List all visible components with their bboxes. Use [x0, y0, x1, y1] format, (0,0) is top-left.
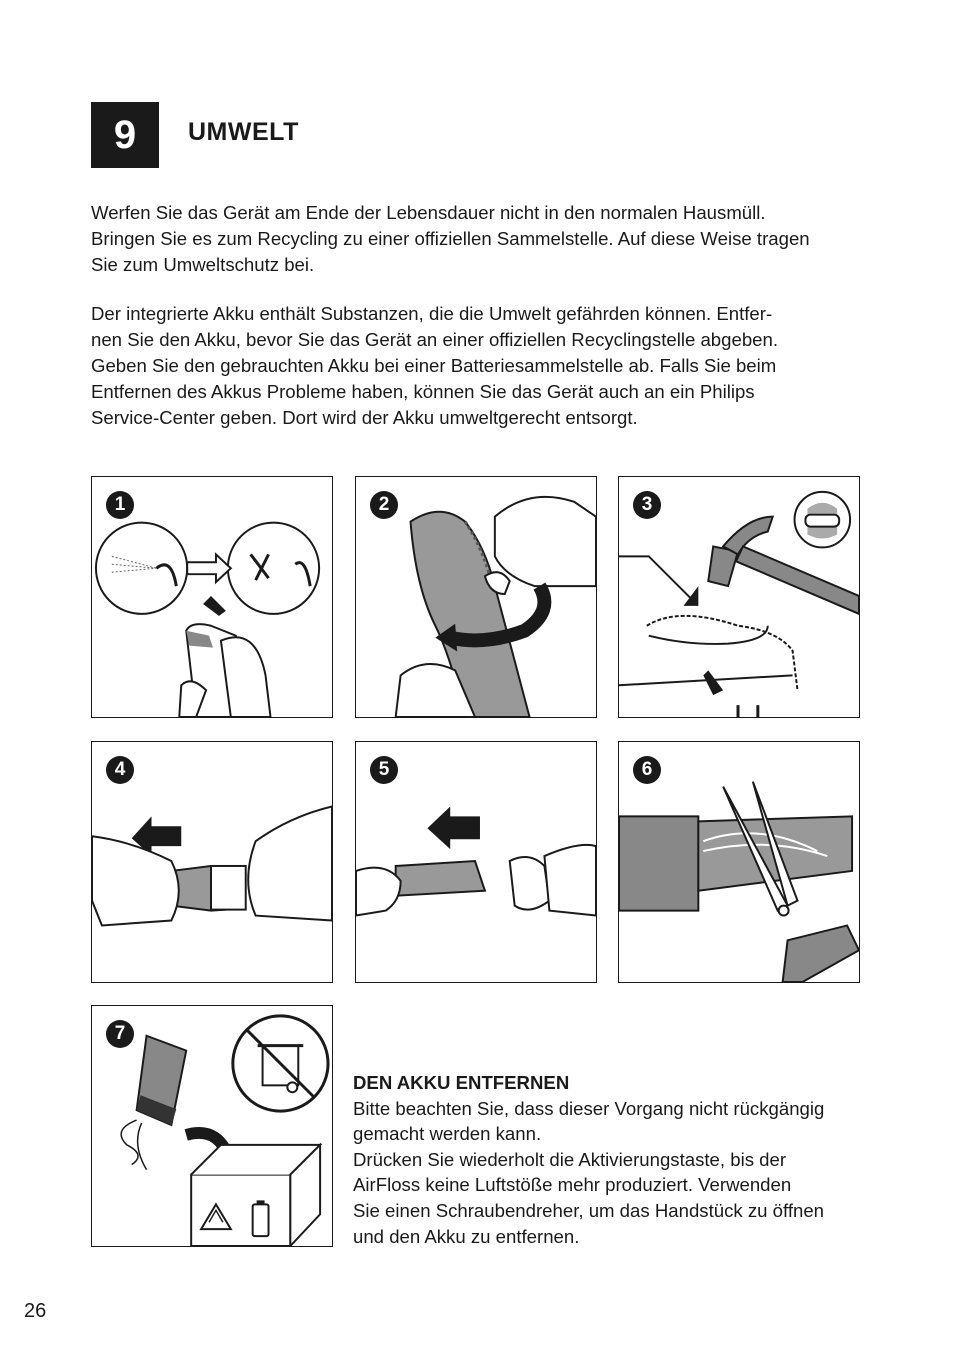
step-7-illustration — [91, 1005, 333, 1247]
text-line: Bitte beachten Sie, dass dieser Vorgang nicht rückgängig — [353, 1097, 825, 1119]
text-line: Bringen Sie es zum Recycling zu einer offiziellen Sammelstelle. Auf diese Weise tragen — [91, 228, 810, 249]
page-number: 26 — [24, 1300, 47, 1322]
battery-icon — [253, 1200, 269, 1236]
step-number: 2 — [370, 491, 398, 519]
arrow-icon — [427, 806, 480, 849]
text-line: Drücken Sie wiederholt die Aktivierungstaste, bis der — [353, 1148, 787, 1170]
text-line: nen Sie den Akku, bevor Sie das Gerät an einer offiziellen Recyclingstelle abgeben. — [91, 329, 779, 350]
text-line: Werfen Sie das Gerät am Ende der Lebensdauer nicht in den normalen Hausmüll. — [91, 202, 766, 223]
text-line: Der integrierte Akku enthält Substanzen, die die Umwelt gefährden können. Entfer- — [91, 303, 773, 324]
text-line: Entfernen des Akkus Probleme haben, können Sie das Gerät auch an ein Philips — [91, 381, 755, 402]
step-number: 7 — [106, 1020, 134, 1048]
text-line: AirFloss keine Luftstöße mehr produziert. Verwenden — [353, 1174, 792, 1196]
step-number: 6 — [633, 756, 661, 784]
step-number: 4 — [106, 756, 134, 784]
arrow-icon — [683, 586, 698, 606]
arrow-icon — [703, 670, 723, 695]
intro-paragraph — [91, 200, 871, 278]
remove-battery-section — [353, 1070, 873, 1249]
text-line: und den Akku zu entfernen. — [353, 1225, 580, 1247]
arrow-icon — [187, 554, 231, 582]
step-2-illustration — [355, 476, 597, 718]
text-line: Sie einen Schraubendreher, um das Handstück zu öffnen — [353, 1199, 825, 1221]
text-line: Geben Sie den gebrauchten Akku bei einer Batteriesammelstelle ab. Falls Sie beim — [91, 355, 777, 376]
text-line: Service-Center geben. Dort wird der Akku umweltgerecht entsorgt. — [91, 407, 638, 428]
step-number: 1 — [106, 491, 134, 519]
step-6-illustration — [618, 741, 860, 983]
step-1-illustration — [91, 476, 333, 718]
step-number: 5 — [370, 756, 398, 784]
chapter-number: 9 — [91, 102, 159, 168]
step-5-illustration — [355, 741, 597, 983]
arrow-icon — [203, 596, 226, 616]
text-line: Sie zum Umweltschutz bei. — [91, 254, 315, 275]
step-number: 3 — [633, 491, 661, 519]
crossed-bin-icon — [233, 1016, 328, 1111]
chapter-title: UMWELT — [188, 118, 299, 146]
step-4-illustration — [91, 741, 333, 983]
battery-paragraph — [91, 301, 871, 431]
section-heading: DEN AKKU ENTFERNEN — [353, 1072, 570, 1093]
step-3-illustration — [618, 476, 860, 718]
text-line: gemacht werden kann. — [353, 1123, 542, 1145]
